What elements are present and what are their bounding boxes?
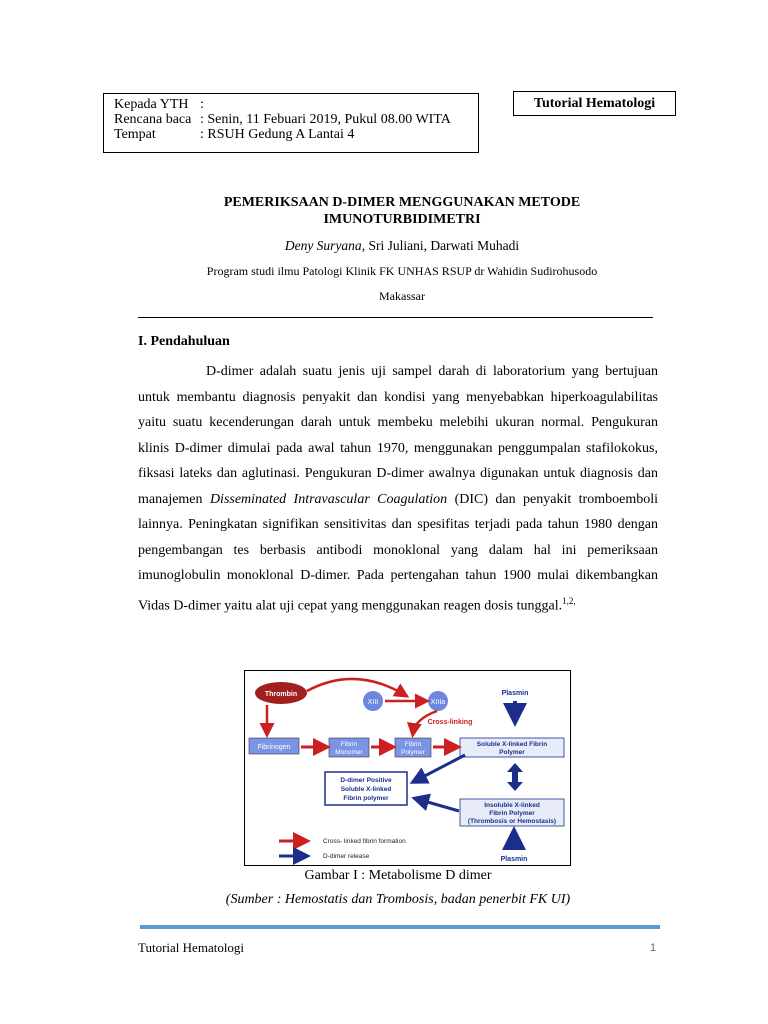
info-key: Tempat bbox=[114, 127, 156, 142]
soluble-label1: Soluble X-linked Fibrin bbox=[476, 741, 548, 748]
info-key: Kepada YTH bbox=[114, 97, 189, 112]
footer-rule bbox=[140, 925, 660, 929]
figure-ddimer-metabolism bbox=[244, 670, 571, 866]
figure-caption: Gambar I : Metabolisme D dimer bbox=[304, 868, 492, 883]
insoluble-label2: Fibrin Polymer bbox=[489, 810, 535, 817]
fibrin-polymer-label1: Fibrin bbox=[404, 741, 422, 748]
info-value: : bbox=[200, 97, 204, 112]
soluble-to-ddimer-arrow bbox=[415, 755, 465, 781]
intro-paragraph bbox=[138, 359, 658, 619]
info-row-rencana bbox=[114, 112, 478, 127]
affiliation-line2: Makassar bbox=[379, 289, 425, 303]
legend-red-label: Cross- linked fibrin formation bbox=[323, 838, 406, 845]
insoluble-to-ddimer-arrow bbox=[417, 799, 459, 811]
figure-source: (Sumber : Hemostatis dan Trombosis, badan penerbit FK UI) bbox=[225, 892, 571, 907]
fibrin-monomer-label2: Monomer bbox=[335, 749, 363, 756]
page-number: 1 bbox=[650, 942, 657, 954]
authors bbox=[100, 238, 704, 254]
citation-sup: 1,2, bbox=[562, 595, 576, 606]
ddimer-label3: Fibrin polymer bbox=[343, 795, 389, 802]
insoluble-label1: Insoluble X-linked bbox=[484, 802, 540, 809]
ddimer-label2: Soluble X-linked bbox=[340, 786, 392, 793]
info-value: : RSUH Gedung A Lantai 4 bbox=[200, 127, 355, 142]
equilibrium-arrow bbox=[507, 763, 523, 791]
xiiia-label: XIIIa bbox=[430, 699, 446, 706]
info-row-tempat bbox=[114, 127, 478, 142]
recipient-info-box bbox=[103, 93, 479, 153]
plasmin-top-label: Plasmin bbox=[501, 690, 529, 697]
header-divider bbox=[138, 317, 653, 318]
fibrinogen-label: Fibrinogen bbox=[257, 744, 291, 751]
soluble-label2: Polymer bbox=[499, 749, 525, 756]
para-text-2: (DIC) dan penyakit tromboemboli lainnya. Peningkatan signifikan sensitivitas dan spesifitas terjadi pada tahun 1980 dengan pengembangan tes berbasis antibodi monoklonal yang dalam hal ini pemeriksaan imunoglobulin monoklonal D-dimer. Pada pertengahan tahun 1900 mulai dikembangkan Vidas D-dimer yaitu alat uji cepat yang menggunakan reagen dosis tunggal. bbox=[138, 491, 658, 614]
info-row-kepada bbox=[114, 97, 478, 112]
footer-label: Tutorial Hematologi bbox=[138, 940, 245, 955]
thrombin-to-xiiia-arrow bbox=[307, 679, 405, 695]
fibrin-monomer-label1: Fibrin bbox=[340, 741, 358, 748]
authors-rest: , Sri Juliani, Darwati Muhadi bbox=[361, 238, 520, 253]
plasmin-bottom-label: Plasmin bbox=[500, 856, 528, 863]
section-heading: I. Pendahuluan bbox=[138, 334, 230, 349]
thrombin-label: Thrombin bbox=[264, 691, 298, 698]
paper-title-line2: IMUNOTURBIDIMETRI bbox=[323, 212, 481, 227]
figure-diagram bbox=[245, 671, 570, 865]
para-italic-term: Disseminated Intravascular Coagulation bbox=[209, 491, 448, 507]
affiliation-line1: Program studi ilmu Patologi Klinik FK UNHAS RSUP dr Wahidin Sudirohusodo bbox=[206, 264, 598, 278]
legend-blue-label: D-dimer release bbox=[323, 853, 370, 860]
fibrin-polymer-label2: Polymer bbox=[401, 749, 425, 756]
insoluble-label3: (Thrombosis or Hemostasis) bbox=[467, 818, 557, 825]
author-primary: Deny Suryana bbox=[284, 238, 362, 253]
tutorial-label-box: Tutorial Hematologi bbox=[513, 91, 676, 116]
info-value: : Senin, 11 Febuari 2019, Pukul 08.00 WITA bbox=[200, 112, 451, 127]
info-key: Rencana baca bbox=[114, 112, 192, 127]
xiii-label: XIII bbox=[367, 699, 379, 706]
cross-linking-label: Cross-linking bbox=[427, 719, 473, 726]
para-text-1: D-dimer adalah suatu jenis uji sampel darah di laboratorium yang bertujuan untuk membantu diagnosis penyakit dan kondisi yang menyebabkan hiperkoagulabilitas yaitu suatu kecenderungan darah untuk membeku melebihi ukuran normal. Pengukuran klinis D-dimer dimulai pada awal tahun 1970, menggunakan penggumpalan stafilokokus, fiksasi lateks dan aglutinasi. Pengukuran D-dimer awalnya digunakan untuk diagnosis dan manajemen bbox=[138, 364, 658, 507]
paper-title-line1: PEMERIKSAAN D-DIMER MENGGUNAKAN METODE bbox=[223, 195, 581, 210]
ddimer-label1: D-dimer Positive bbox=[340, 777, 392, 784]
